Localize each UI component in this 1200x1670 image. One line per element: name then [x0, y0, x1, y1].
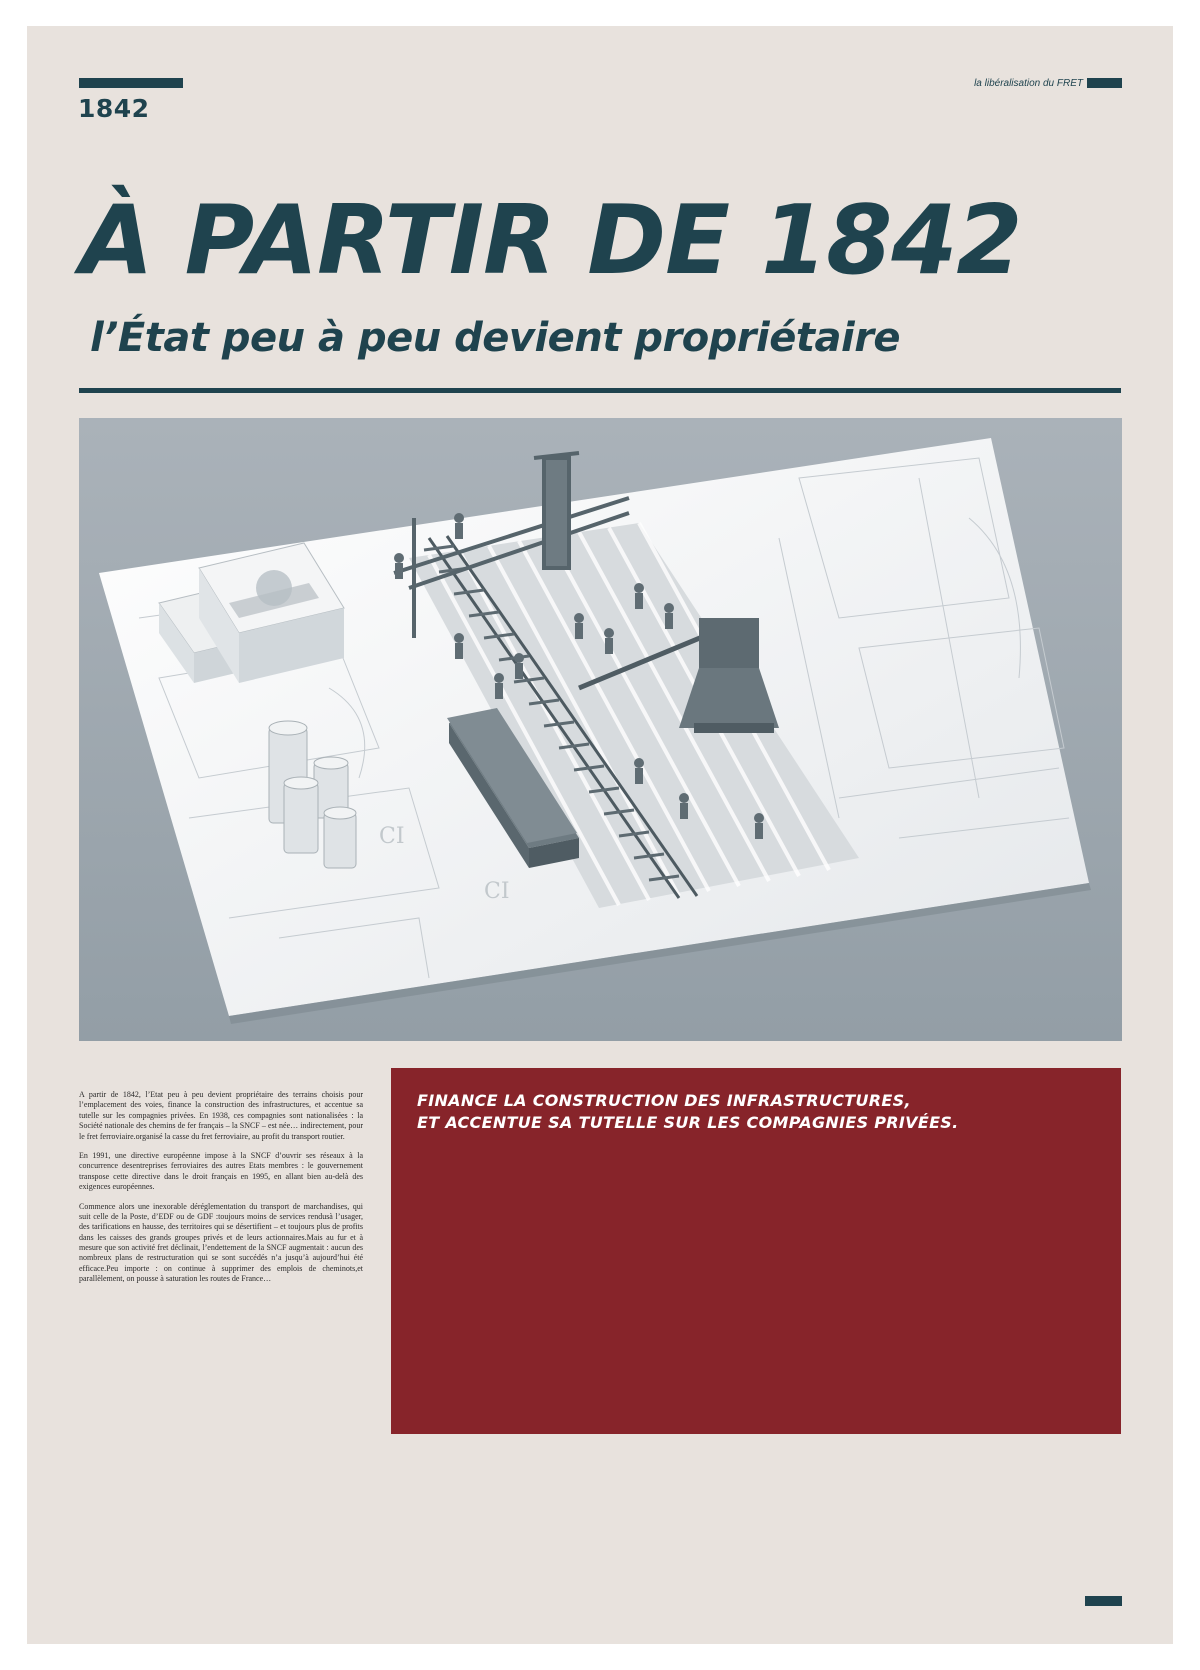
- top-right-accent-bar: [1087, 78, 1122, 88]
- title-divider: [79, 388, 1121, 393]
- pull-quote: [417, 1090, 1097, 1133]
- body-paragraph: A partir de 1842, l’Etat peu à peu devient propriétaire des terrains choisis pour l’emplacement des voies, finance la construction des infrastructures, et accentue sa tutelle sur les compagnies privées. En 1938, ces compagnies sont nationalisées : la Société nationale des chemins de fer français – la SNCF – est née… indirectement, pour le fret ferroviaire.organisé la casse du fret ferroviaire, au profit du transport routier.: [79, 1090, 363, 1141]
- headline: À PARTIR DE 1842: [80, 186, 1022, 296]
- pull-quote-line: ET ACCENTUE SA TUTELLE SUR LES COMPAGNIES PRIVÉES.: [417, 1112, 959, 1132]
- body-text-column: [79, 1090, 363, 1294]
- top-left-accent-bar: [79, 78, 183, 88]
- bottom-right-accent-bar: [1085, 1596, 1122, 1606]
- pull-quote-line: FINANCE LA CONSTRUCTION DES INFRASTRUCTURES,: [417, 1091, 911, 1110]
- pull-quote-box: [391, 1068, 1121, 1434]
- rail-yard-illustration: [79, 418, 1122, 1041]
- body-paragraph: En 1991, une directive européenne impose à la SNCF d’ouvrir ses réseaux à la concurrence desentreprises ferroviaires des autres Etats membres : le gouvernement transpose cette directive dans le droit français en 1995, en allant bien au-delà des exigences européennes.: [79, 1150, 363, 1192]
- body-paragraph: Commence alors une inexorable déréglementation du transport de marchandises, qui suit celle de la Poste, d’EDF ou de GDF :toujours moins de services rendusà l’usager, des tarifications en hausse, des territoires qui se désertifient – et toujours plus de profits dans les caisses des grands groupes privés et de leurs actionnaires.Mais au fur et à mesure que son activité fret déclinait, l’endettement de la SNCF augmentait : aucun des nombreux plans de restructuration qui se sont succédés n’a jusqu’à aujourd’hui été efficace.Peu importe : on continue à supprimer des emplois de cheminots,et parallèlement, on pousse à saturation les routes de France…: [79, 1201, 363, 1284]
- map-label-ci-1: CI: [379, 824, 405, 849]
- year-label: 1842: [78, 94, 150, 123]
- subheadline: l’État peu à peu devient propriétaire: [90, 315, 901, 361]
- header-tag: la libéralisation du FRET: [974, 78, 1083, 89]
- map-label-ci-2: CI: [484, 879, 510, 904]
